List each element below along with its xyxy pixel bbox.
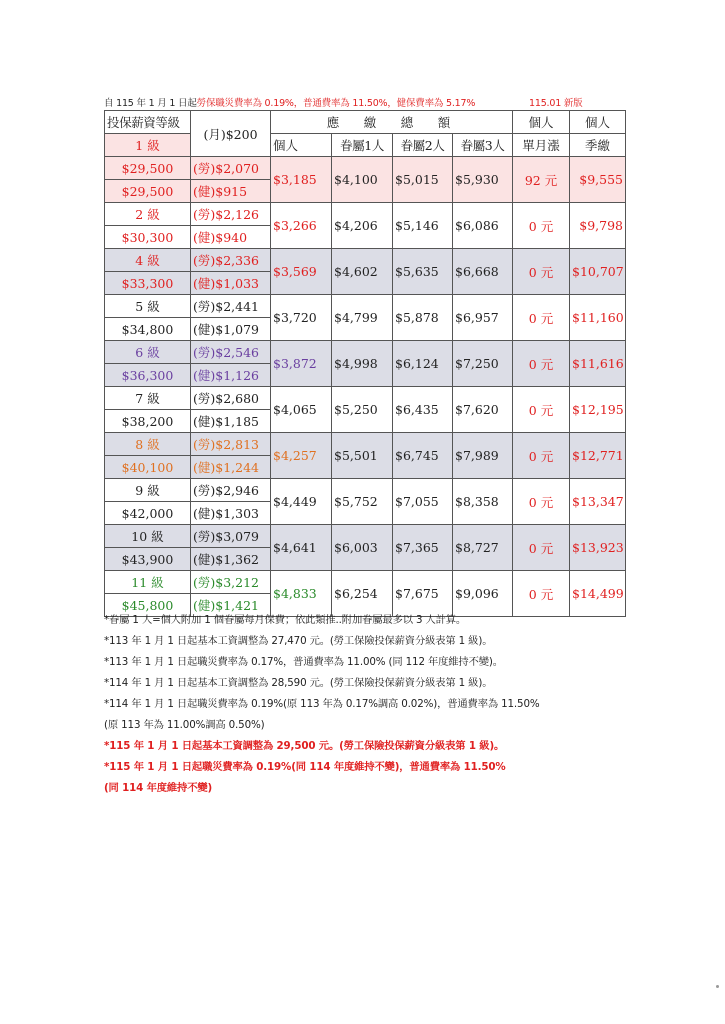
labor-fee-cell: (勞)$2,813	[191, 433, 271, 456]
monthly-rise-cell: 0 元	[513, 525, 570, 571]
dep1-cell: $6,254	[332, 571, 393, 617]
health-fee-cell: (健)$915	[191, 180, 271, 203]
salary-cell: $29,500	[105, 180, 191, 203]
monthly-rise-cell: 92 元	[513, 157, 570, 203]
scan-speck	[716, 985, 719, 988]
dep2-cell: $5,878	[393, 295, 453, 341]
personal-cell: $4,449	[271, 479, 332, 525]
dep1-cell: $6,003	[332, 525, 393, 571]
header-row-2	[105, 134, 626, 157]
table-row	[105, 571, 626, 594]
header-dep2: 眷屬2人	[393, 134, 453, 157]
dep3-cell: $6,086	[453, 203, 513, 249]
header-quarterly-1: 個人	[570, 111, 626, 134]
quarterly-cell: $12,771	[570, 433, 626, 479]
labor-fee-cell: (勞)$2,441	[191, 295, 271, 318]
grade-cell: 10 級	[105, 525, 191, 548]
labor-fee-cell: (勞)$3,212	[191, 571, 271, 594]
dep3-cell: $7,620	[453, 387, 513, 433]
personal-cell: $4,065	[271, 387, 332, 433]
personal-cell: $3,872	[271, 341, 332, 387]
note-line: *113 年 1 月 1 日起基本工資調整為 27,470 元。(勞工保險投保薪資分級表第 1 級)。	[104, 635, 493, 647]
labor-fee-cell: (勞)$2,546	[191, 341, 271, 364]
grade-cell: 4 級	[105, 249, 191, 272]
header-rise-1: 個人	[513, 111, 570, 134]
note-line: *眷屬 1 人=個人附加 1 個眷屬每月保費；依此類推..附加眷屬最多以 3 人計算。	[104, 614, 467, 626]
personal-cell: $3,720	[271, 295, 332, 341]
dep3-cell: $7,250	[453, 341, 513, 387]
header-first-grade: 1 級	[105, 134, 191, 157]
grade-cell: 5 級	[105, 295, 191, 318]
header-rise-2: 單月漲	[513, 134, 570, 157]
table-row	[105, 295, 626, 318]
salary-cell: $43,900	[105, 548, 191, 571]
quarterly-cell: $11,160	[570, 295, 626, 341]
health-fee-cell: (健)$1,033	[191, 272, 271, 295]
note-line: (同 114 年度維持不變)	[104, 782, 213, 794]
dep2-cell: $6,124	[393, 341, 453, 387]
personal-cell: $4,257	[271, 433, 332, 479]
header-quarterly-2: 季繳	[570, 134, 626, 157]
health-fee-cell: (健)$1,126	[191, 364, 271, 387]
dep2-cell: $5,015	[393, 157, 453, 203]
monthly-rise-cell: 0 元	[513, 479, 570, 525]
health-fee-cell: (健)$1,421	[191, 594, 271, 617]
header-rates: 勞保職災費率為 0.19%，普通費率為 11.50%，健保費率為 5.17%	[196, 98, 476, 109]
monthly-rise-cell: 0 元	[513, 249, 570, 295]
dep1-cell: $4,602	[332, 249, 393, 295]
version-label: 115.01 新版	[529, 98, 583, 109]
grade-cell: 8 級	[105, 433, 191, 456]
note-line: *114 年 1 月 1 日起基本工資調整為 28,590 元。(勞工保險投保薪資分級表第 1 級)。	[104, 677, 493, 689]
labor-fee-cell: (勞)$3,079	[191, 525, 271, 548]
header-total: 應 繳 總 額	[271, 111, 513, 134]
note-line: *115 年 1 月 1 日起職災費率為 0.19%(同 114 年度維持不變)，普通費率為 11.50%	[104, 761, 506, 773]
dep3-cell: $6,668	[453, 249, 513, 295]
labor-fee-cell: (勞)$2,126	[191, 203, 271, 226]
table-row	[105, 479, 626, 502]
grade-cell: 2 級	[105, 203, 191, 226]
personal-cell: $3,266	[271, 203, 332, 249]
salary-cell: $42,000	[105, 502, 191, 525]
salary-cell: $40,100	[105, 456, 191, 479]
table-row	[105, 203, 626, 226]
grade-cell: 7 級	[105, 387, 191, 410]
personal-cell: $4,833	[271, 571, 332, 617]
health-fee-cell: (健)$1,079	[191, 318, 271, 341]
grade-cell: 9 級	[105, 479, 191, 502]
dep1-cell: $5,501	[332, 433, 393, 479]
salary-cell: $33,300	[105, 272, 191, 295]
premium-table	[104, 110, 626, 617]
table-row	[105, 249, 626, 272]
table-row	[105, 341, 626, 364]
dep2-cell: $7,055	[393, 479, 453, 525]
monthly-rise-cell: 0 元	[513, 433, 570, 479]
dep2-cell: $6,435	[393, 387, 453, 433]
header-dep3: 眷屬3人	[453, 134, 513, 157]
note-line: *113 年 1 月 1 日起職災費率為 0.17%，普通費率為 11.00% (同 112 年度維持不變)。	[104, 656, 503, 668]
table-row	[105, 387, 626, 410]
dep3-cell: $8,727	[453, 525, 513, 571]
personal-cell: $3,569	[271, 249, 332, 295]
salary-cell: $34,800	[105, 318, 191, 341]
quarterly-cell: $14,499	[570, 571, 626, 617]
note-line: *115 年 1 月 1 日起基本工資調整為 29,500 元。(勞工保險投保薪資分級表第 1 級)。	[104, 740, 505, 752]
header-row-1	[105, 111, 626, 134]
health-fee-cell: (健)$1,303	[191, 502, 271, 525]
quarterly-cell: $13,923	[570, 525, 626, 571]
health-fee-cell: (健)$1,185	[191, 410, 271, 433]
quarterly-cell: $13,347	[570, 479, 626, 525]
salary-cell: $36,300	[105, 364, 191, 387]
quarterly-cell: $11,616	[570, 341, 626, 387]
monthly-rise-cell: 0 元	[513, 341, 570, 387]
labor-fee-cell: (勞)$2,946	[191, 479, 271, 502]
quarterly-cell: $10,707	[570, 249, 626, 295]
grade-cell: 6 級	[105, 341, 191, 364]
dep1-cell: $4,206	[332, 203, 393, 249]
dep1-cell: $4,799	[332, 295, 393, 341]
dep3-cell: $6,957	[453, 295, 513, 341]
dep2-cell: $5,146	[393, 203, 453, 249]
table-row	[105, 433, 626, 456]
dep2-cell: $7,675	[393, 571, 453, 617]
quarterly-cell: $12,195	[570, 387, 626, 433]
health-fee-cell: (健)$1,244	[191, 456, 271, 479]
salary-cell: $29,500	[105, 157, 191, 180]
dep2-cell: $6,745	[393, 433, 453, 479]
personal-cell: $3,185	[271, 157, 332, 203]
dep2-cell: $5,635	[393, 249, 453, 295]
dep1-cell: $5,250	[332, 387, 393, 433]
table-row	[105, 157, 626, 180]
health-fee-cell: (健)$940	[191, 226, 271, 249]
salary-cell: $38,200	[105, 410, 191, 433]
quarterly-cell: $9,798	[570, 203, 626, 249]
dep3-cell: $7,989	[453, 433, 513, 479]
dep1-cell: $5,752	[332, 479, 393, 525]
dep3-cell: $9,096	[453, 571, 513, 617]
header-dep1: 眷屬1人	[332, 134, 393, 157]
salary-cell: $45,800	[105, 594, 191, 617]
dep3-cell: $5,930	[453, 157, 513, 203]
notes-section	[104, 610, 664, 799]
dep3-cell: $8,358	[453, 479, 513, 525]
salary-cell: $30,300	[105, 226, 191, 249]
note-line: (原 113 年為 11.00%調高 0.50%)	[104, 719, 265, 731]
monthly-rise-cell: 0 元	[513, 387, 570, 433]
dep2-cell: $7,365	[393, 525, 453, 571]
monthly-rise-cell: 0 元	[513, 295, 570, 341]
labor-fee-cell: (勞)$2,680	[191, 387, 271, 410]
header-monthly: (月)$200	[191, 111, 271, 157]
monthly-rise-cell: 0 元	[513, 203, 570, 249]
labor-fee-cell: (勞)$2,070	[191, 157, 271, 180]
personal-cell: $4,641	[271, 525, 332, 571]
header-grade: 投保薪資等級	[105, 111, 191, 134]
header-prefix: 自 115 年 1 月 1 日起	[104, 98, 197, 109]
quarterly-cell: $9,555	[570, 157, 626, 203]
grade-cell: 11 級	[105, 571, 191, 594]
labor-fee-cell: (勞)$2,336	[191, 249, 271, 272]
note-line: *114 年 1 月 1 日起職災費率為 0.19%(原 113 年為 0.17%調高 0.02%)，普通費率為 11.50%	[104, 698, 540, 710]
health-fee-cell: (健)$1,362	[191, 548, 271, 571]
header-personal: 個人	[271, 134, 332, 157]
dep1-cell: $4,100	[332, 157, 393, 203]
monthly-rise-cell: 0 元	[513, 571, 570, 617]
dep1-cell: $4,998	[332, 341, 393, 387]
table-row	[105, 525, 626, 548]
